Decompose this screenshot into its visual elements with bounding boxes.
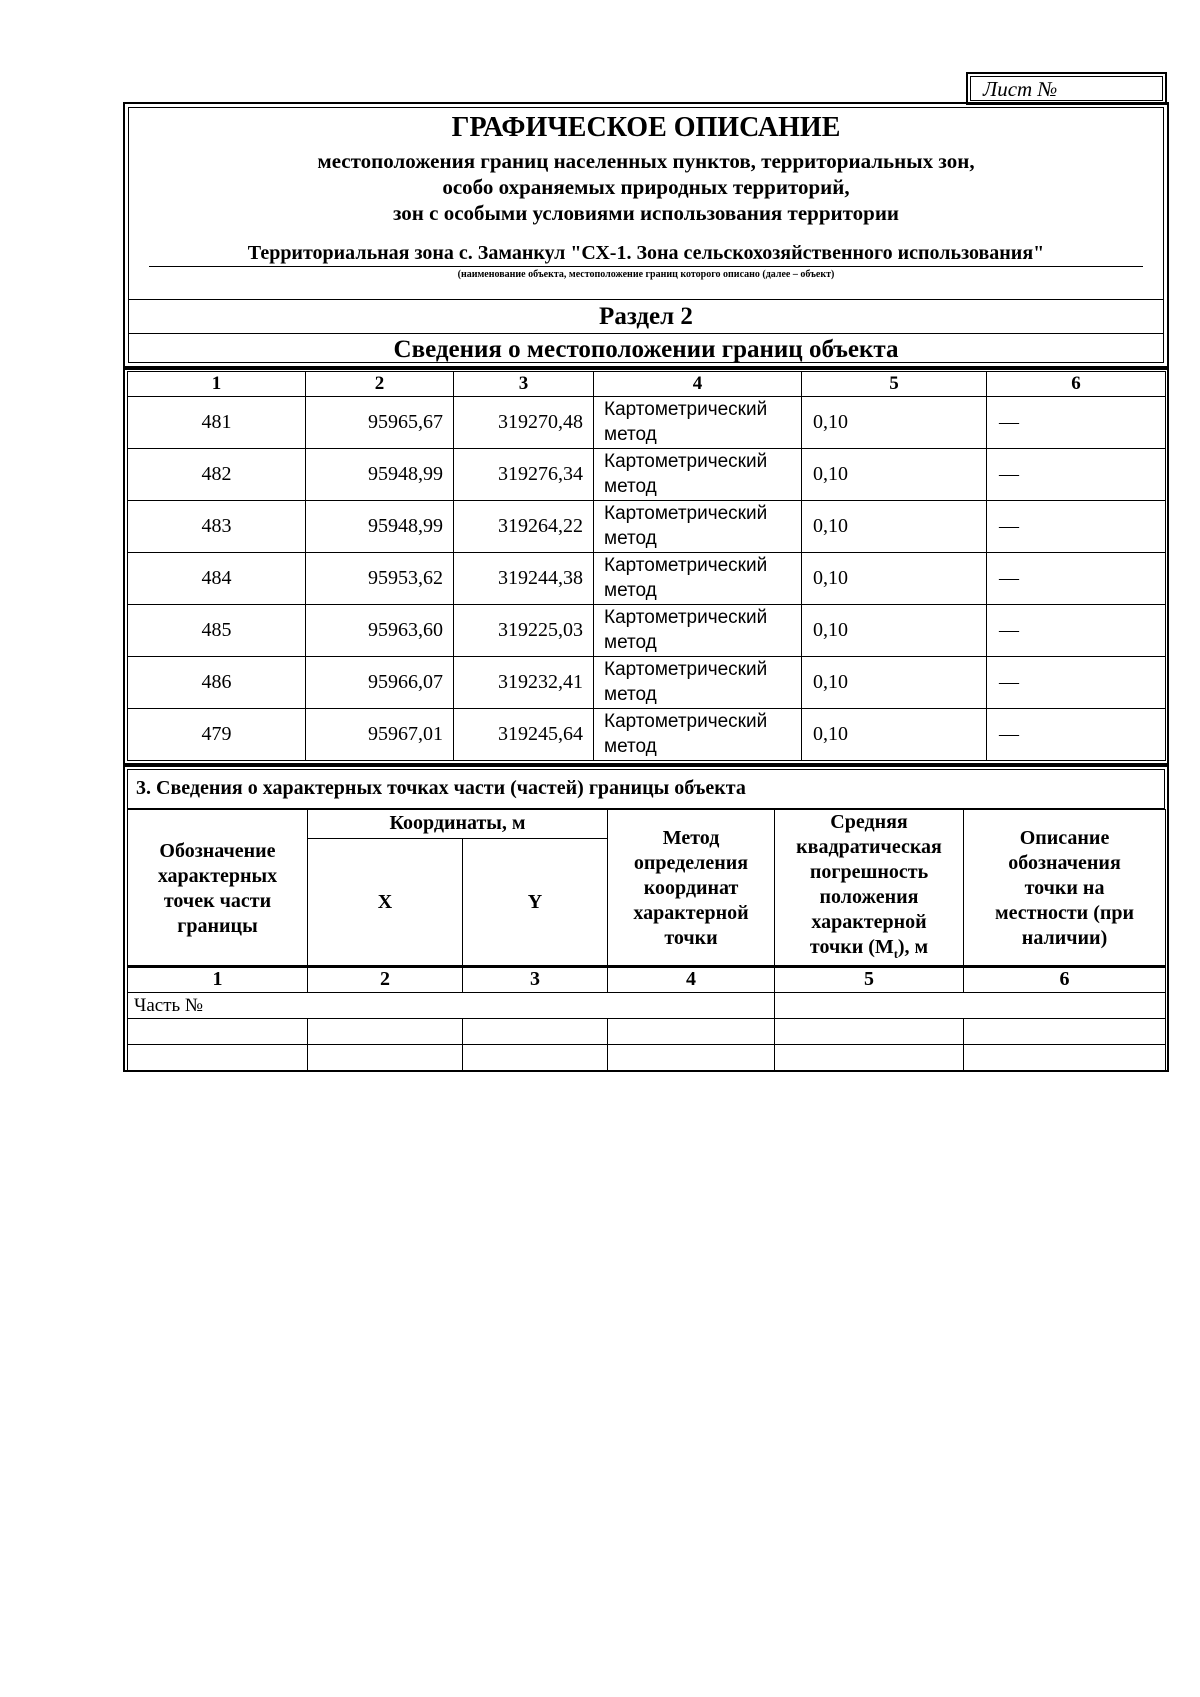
method-cell <box>594 553 802 605</box>
empty-cell <box>128 1045 308 1071</box>
description-cell: — <box>987 553 1166 605</box>
description-header <box>964 810 1166 968</box>
empty-cell <box>608 1045 775 1071</box>
header-line: характерной <box>811 911 927 933</box>
column-header: 1 <box>128 966 308 993</box>
table-row <box>128 709 1166 761</box>
empty-cell <box>775 993 1166 1019</box>
header-line: координат <box>643 877 739 899</box>
table-row <box>128 657 1166 709</box>
table-row <box>128 1019 1166 1045</box>
header-line: местности (при <box>995 902 1135 924</box>
section-3-body-table <box>127 965 1166 1071</box>
x-coordinate-cell: 95948,99 <box>306 449 454 501</box>
object-name-caption: (наименование объекта, местоположение границ которого описано (далее – объект) <box>457 269 835 280</box>
document-header-inner <box>128 107 1164 363</box>
column-header: 4 <box>594 372 802 397</box>
method-cell <box>594 657 802 709</box>
empty-cell <box>775 1019 964 1045</box>
y-coordinate-cell: 319232,41 <box>454 657 594 709</box>
column-header: 5 <box>775 966 964 993</box>
description-cell: — <box>987 709 1166 761</box>
method-line-2: метод <box>604 736 657 757</box>
method-line-1: Картометрический <box>604 503 768 524</box>
method-line-2: метод <box>604 528 657 549</box>
empty-cell <box>964 1045 1166 1071</box>
description-cell: — <box>987 449 1166 501</box>
section-3-header-table <box>127 809 1166 968</box>
header-line: положения <box>819 886 919 908</box>
x-coordinate-cell: 95967,01 <box>306 709 454 761</box>
column-header: 2 <box>308 966 463 993</box>
section-3-title: 3. Сведения о характерных точках части (частей) границы объекта <box>127 769 1165 809</box>
description-cell: — <box>987 501 1166 553</box>
document-title: ГРАФИЧЕСКОЕ ОПИСАНИЕ <box>451 112 841 143</box>
header-line: погрешность <box>809 861 929 883</box>
y-coordinate-cell: 319264,22 <box>454 501 594 553</box>
column-header: 3 <box>463 966 608 993</box>
header-line: наличии) <box>1021 927 1108 949</box>
method-line-1: Картометрический <box>604 555 768 576</box>
y-coordinate-cell: 319244,38 <box>454 553 594 605</box>
x-coordinate-cell: 95963,60 <box>306 605 454 657</box>
header-line: Средняя <box>830 811 908 833</box>
section-title: Сведения о местоположении границ объекта <box>393 336 899 363</box>
empty-cell <box>775 1045 964 1071</box>
header-line: точки <box>664 927 718 949</box>
header-line: границы <box>177 914 258 937</box>
error-cell: 0,10 <box>802 397 987 449</box>
column-header: 6 <box>987 372 1166 397</box>
description-cell: — <box>987 605 1166 657</box>
header-line: точки на <box>1024 877 1105 899</box>
x-coordinate-cell: 95948,99 <box>306 501 454 553</box>
y-coordinate-cell: 319225,03 <box>454 605 594 657</box>
method-line-1: Картометрический <box>604 399 768 420</box>
error-cell: 0,10 <box>802 709 987 761</box>
table-row <box>128 449 1166 501</box>
method-line-1: Картометрический <box>604 607 768 628</box>
method-line-1: Картометрический <box>604 451 768 472</box>
error-cell: 0,10 <box>802 553 987 605</box>
method-line-1: Картометрический <box>604 659 768 680</box>
empty-cell <box>308 1045 463 1071</box>
section-label: Раздел 2 <box>129 299 1163 334</box>
point-id-cell: 485 <box>128 605 306 657</box>
description-cell: — <box>987 657 1166 709</box>
method-line-2: метод <box>604 424 657 445</box>
y-coordinate-cell: 319245,64 <box>454 709 594 761</box>
section-3-frame <box>123 765 1169 1072</box>
empty-cell <box>463 1045 608 1071</box>
table-row <box>128 1045 1166 1071</box>
y-coordinate-cell: 319276,34 <box>454 449 594 501</box>
error-header <box>775 810 964 968</box>
error-cell: 0,10 <box>802 605 987 657</box>
header-line: определения <box>633 852 749 874</box>
coordinates-header: Координаты, м <box>308 810 608 839</box>
table-header-row <box>128 966 1166 993</box>
empty-cell <box>128 1019 308 1045</box>
y-header: Y <box>463 838 608 967</box>
column-header: 1 <box>128 372 306 397</box>
column-header: 3 <box>454 372 594 397</box>
document-header <box>123 102 1169 368</box>
error-cell: 0,10 <box>802 501 987 553</box>
method-cell <box>594 449 802 501</box>
column-header: 6 <box>964 966 1166 993</box>
x-header: X <box>308 838 463 967</box>
method-cell <box>594 605 802 657</box>
x-coordinate-cell: 95966,07 <box>306 657 454 709</box>
table-row <box>128 501 1166 553</box>
header-line: обозначения <box>1008 852 1121 874</box>
table-header-row <box>128 372 1166 397</box>
header-line <box>775 935 963 967</box>
method-cell <box>594 397 802 449</box>
subtitle-line-2: особо охраняемых природных территорий, <box>442 175 850 199</box>
point-id-cell: 481 <box>128 397 306 449</box>
column-header: 5 <box>802 372 987 397</box>
header-line: квадратическая <box>796 836 942 858</box>
header-line: Обозначение <box>159 839 276 862</box>
header-line: точек части <box>163 889 272 912</box>
table-row <box>128 553 1166 605</box>
empty-cell <box>964 1019 1166 1045</box>
header-line: характерной <box>633 902 749 924</box>
method-line-2: метод <box>604 632 657 653</box>
method-cell <box>594 709 802 761</box>
object-name: Территориальная зона с. Заманкул "СХ-1. Зона сельскохозяйственного использования" <box>149 242 1143 267</box>
header-line: характерных <box>157 864 278 887</box>
point-id-cell: 482 <box>128 449 306 501</box>
point-id-cell: 483 <box>128 501 306 553</box>
subtitle-line-3: зон с особыми условиями использования территории <box>392 201 900 225</box>
method-header <box>608 810 775 968</box>
method-line-2: метод <box>604 580 657 601</box>
x-coordinate-cell: 95953,62 <box>306 553 454 605</box>
table-row <box>128 397 1166 449</box>
point-id-cell: 486 <box>128 657 306 709</box>
empty-cell <box>608 1019 775 1045</box>
sheet-number-label: Лист № <box>970 76 1163 101</box>
empty-cell <box>308 1019 463 1045</box>
point-id-cell: 479 <box>128 709 306 761</box>
empty-cell <box>463 1019 608 1045</box>
part-number-label: Часть № <box>128 993 775 1019</box>
method-line-2: метод <box>604 476 657 497</box>
header-subscript: t <box>893 947 898 961</box>
method-line-2: метод <box>604 684 657 705</box>
error-cell: 0,10 <box>802 657 987 709</box>
x-coordinate-cell: 95965,67 <box>306 397 454 449</box>
boundary-points-table <box>127 371 1166 761</box>
subtitle-line-1: местоположения границ населенных пунктов, территориальных зон, <box>317 149 975 173</box>
method-cell <box>594 501 802 553</box>
description-cell: — <box>987 397 1166 449</box>
column-header: 4 <box>608 966 775 993</box>
boundary-points-table-frame <box>123 368 1169 765</box>
point-id-cell: 484 <box>128 553 306 605</box>
header-line: Метод <box>662 827 720 849</box>
column-header: 2 <box>306 372 454 397</box>
error-cell: 0,10 <box>802 449 987 501</box>
sheet-number-box <box>966 72 1167 105</box>
table-row <box>128 605 1166 657</box>
part-row <box>128 993 1166 1019</box>
header-line: Описание <box>1019 827 1110 849</box>
method-line-1: Картометрический <box>604 711 768 732</box>
y-coordinate-cell: 319270,48 <box>454 397 594 449</box>
designation-header <box>128 810 308 968</box>
header-text: ), м <box>897 936 929 958</box>
header-text: точки (M <box>809 936 894 958</box>
